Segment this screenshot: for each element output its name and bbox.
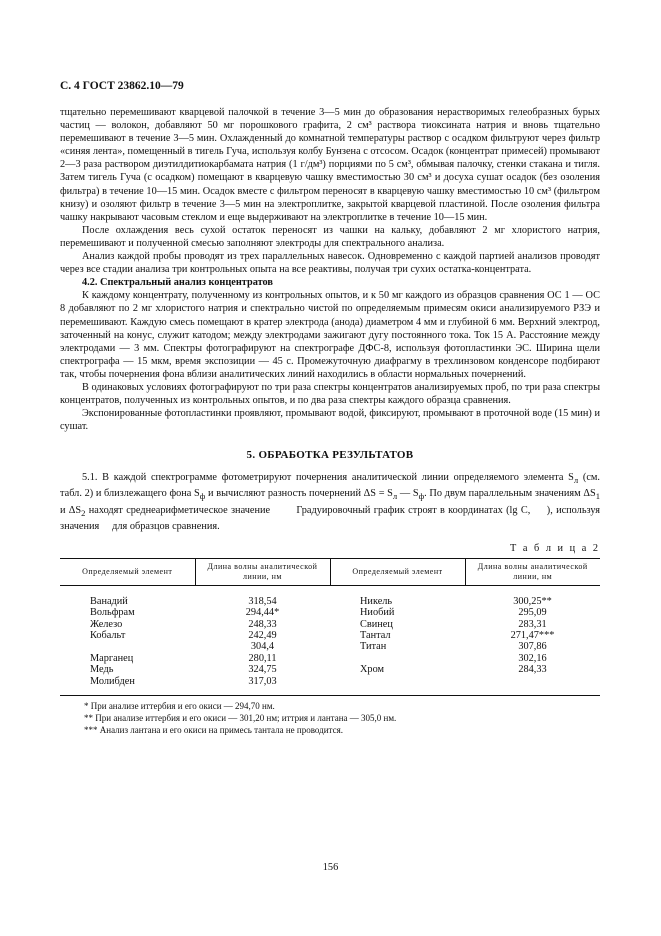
wavelength-cell xyxy=(465,676,600,687)
wavelength-cell: 242,49 xyxy=(248,630,277,642)
footnotes xyxy=(60,700,600,736)
paragraph-5-1: 5.1. В каждой спектрограмме фотометрируют почернения аналитической линии определяемого элемента $S_л$ (см. табл. 2) и близлежащего фона $S_ф$ и вычисляют разность почернений $\Delta S = S_л$ — $S_ф$. По двум параллельным значениям $\Delta S_1$ и $\Delta S_2$ находят среднеарифметическое значение Градуировочный график строят в координатах (lg C, ), используя значения для образцов сравнения. xyxy=(60,472,601,532)
element-name-cell: Молибден xyxy=(90,675,135,687)
table-row xyxy=(60,630,600,641)
page-number: 156 xyxy=(322,862,339,873)
table-row xyxy=(60,607,600,618)
table-row xyxy=(60,664,600,675)
page-header: С. 4 ГОСТ 23862.10—79 xyxy=(60,80,184,92)
element-name-cell: Медь xyxy=(90,664,114,676)
table-row xyxy=(60,653,600,664)
table-row xyxy=(60,585,600,607)
wavelength-cell: 302,16 xyxy=(518,652,547,664)
document-page xyxy=(60,80,600,736)
wavelength-cell: 307,86 xyxy=(518,641,547,653)
table-header: Определяемый элемент xyxy=(330,558,465,585)
paragraph: тщательно перемешивают кварцевой палочкой в течение 3—5 мин до образования нерастворимых гелеобразных бурых частиц — волокон, добавляют 50 мг порошкового графита, 2 см³ раствора тиоксината натрия и вновь тщательно перемешивают в течение 3—5 мин. Охлажденный до комнатной температуры раствор с осадком фильтруют через фильтр «синяя лента», помещенный в тигель Гуча, используя колбу Бунзена с отсосом. Осадок (концентрат примесей) промывают 2—3 раза раствором диэтилдитиокарбамата натрия (1 г/дм³) порциями по 5 см³, обмывая палочку, стенки стакана и тигля. Затем тигель Гуча (с осадком) помещают в кварцевую чашку вместимостью 30 см³ и досуха сушат осадок (без озоления фильтра) в течение 10—15 мин. Осадок вместе с фильтром переносят в кварцевую чашку вместимостью 10 см³ (фильтром книзу) и озоляют фильтр в течение 3—5 мин на электроплитке, закрытой кварцевой пластиной. После озоления фильтра чашку накрывают часовым стеклом и еще выдерживают на электроплитке в течение 10—15 мин. xyxy=(60,107,600,223)
wavelength-cell: 295,09 xyxy=(518,607,547,619)
element-name-cell: Кобальт xyxy=(90,630,126,642)
element-name-cell: Вольфрам xyxy=(90,607,135,619)
element-name-cell: Никель xyxy=(360,595,393,607)
element-name-cell: Железо xyxy=(90,618,123,630)
paragraph: После охлаждения весь сухой остаток переносят из чашки на кальку, добавляют 2 мг хлористого натрия, перемешивают и полученной смесью заполняют электроды для спектрального анализа. xyxy=(60,224,600,249)
element-name-cell: Ниобий xyxy=(360,607,395,619)
element-name-cell xyxy=(330,653,465,664)
table-caption: Т а б л и ц а 2 xyxy=(510,542,600,554)
wavelength-cell: 324,75 xyxy=(248,664,277,676)
wavelength-cell: 318,54 xyxy=(248,595,277,607)
element-name-cell xyxy=(330,676,465,687)
table-header: Длина волны аналитической линии, нм xyxy=(465,558,600,585)
wavelength-cell: 248,33 xyxy=(248,618,277,630)
element-name-cell: Тантал xyxy=(360,630,391,642)
element-name-cell: Свинец xyxy=(360,618,393,630)
wavelength-cell: 304,4 xyxy=(250,641,275,653)
table-header: Определяемый элемент xyxy=(60,558,195,585)
table-bottom-rule xyxy=(60,695,600,696)
paragraph: В одинаковых условиях фотографируют по три раза спектры концентратов анализируемых проб, по три раза спектры концентратов, полученных из контрольных опытов, и по два раза спектры каждого образца сравнения. xyxy=(60,381,600,407)
footnote: * При анализе иттербия и его окиси — 294,70 нм. xyxy=(84,701,275,712)
wavelength-cell: 294,44* xyxy=(245,607,280,619)
element-name-cell: Хром xyxy=(360,664,385,676)
wavelength-table xyxy=(60,558,600,687)
wavelength-cell: 283,31 xyxy=(518,618,547,630)
element-name-cell xyxy=(60,641,195,652)
section-title: 5. ОБРАБОТКА РЕЗУЛЬТАТОВ xyxy=(246,449,414,462)
element-name-cell: Ванадий xyxy=(90,595,128,607)
element-name-cell: Марганец xyxy=(90,652,134,664)
wavelength-cell: 280,11 xyxy=(248,652,277,664)
footnote: ** При анализе иттербия и его окиси — 301,20 нм; иттрия и лантана — 305,0 нм. xyxy=(84,713,397,724)
paragraph: К каждому концентрату, полученному из контрольных опытов, и к 50 мг каждого из образцов сравнения ОС 1 — ОС 8 добавляют по 2 мг хлористого натрия и спектрально чистой по определяемым примесям окиси анализируемого РЗЭ и перемешивают. Каждую смесь помещают в кратер электрода (анода) диаметром 4 мм и глубиной 6 мм. Верхний электрод, заточенный на конус, служит катодом; между электродами зажигают дугу постоянного тока. Ток 15 А. Расстояние между электродами — 3 мм. Спектры фотографируют на спектрографе ДФС-8, используя фотопластинки ЭС. Ширина щели спектрографа — 15 мкм, время экспозиции — 45 с. Промежуточную диафрагму в трехлинзовом конденсоре подбирают так, чтобы почернения фона вблизи аналитических линий находились в области нормальных почернений. xyxy=(60,290,600,380)
element-name-cell: Титан xyxy=(360,641,387,653)
table-row xyxy=(60,641,600,652)
table-row xyxy=(60,619,600,630)
footnote: *** Анализ лантана и его окиси на примесь тантала не проводится. xyxy=(84,725,343,736)
wavelength-cell: 271,47*** xyxy=(510,630,555,642)
paragraph: Экспонированные фотопластинки проявляют, промывают водой, фиксируют, промывают в проточной воде (15 мин) и сушат. xyxy=(60,408,600,433)
table-row xyxy=(60,676,600,687)
paragraph: Анализ каждой пробы проводят из трех параллельных навесок. Одновременно с каждой партией анализов проводят через все стадии анализа три контрольных опыта на все реактивы, получая три сухих остатка-концентрата. xyxy=(60,251,600,276)
subheading: 4.2. Спектральный анализ концентратов xyxy=(82,277,273,289)
wavelength-cell: 300,25** xyxy=(513,595,552,607)
wavelength-cell: 317,03 xyxy=(248,675,277,687)
wavelength-cell: 284,33 xyxy=(518,664,547,676)
table-header: Длина волны аналитической линии, нм xyxy=(195,558,330,585)
